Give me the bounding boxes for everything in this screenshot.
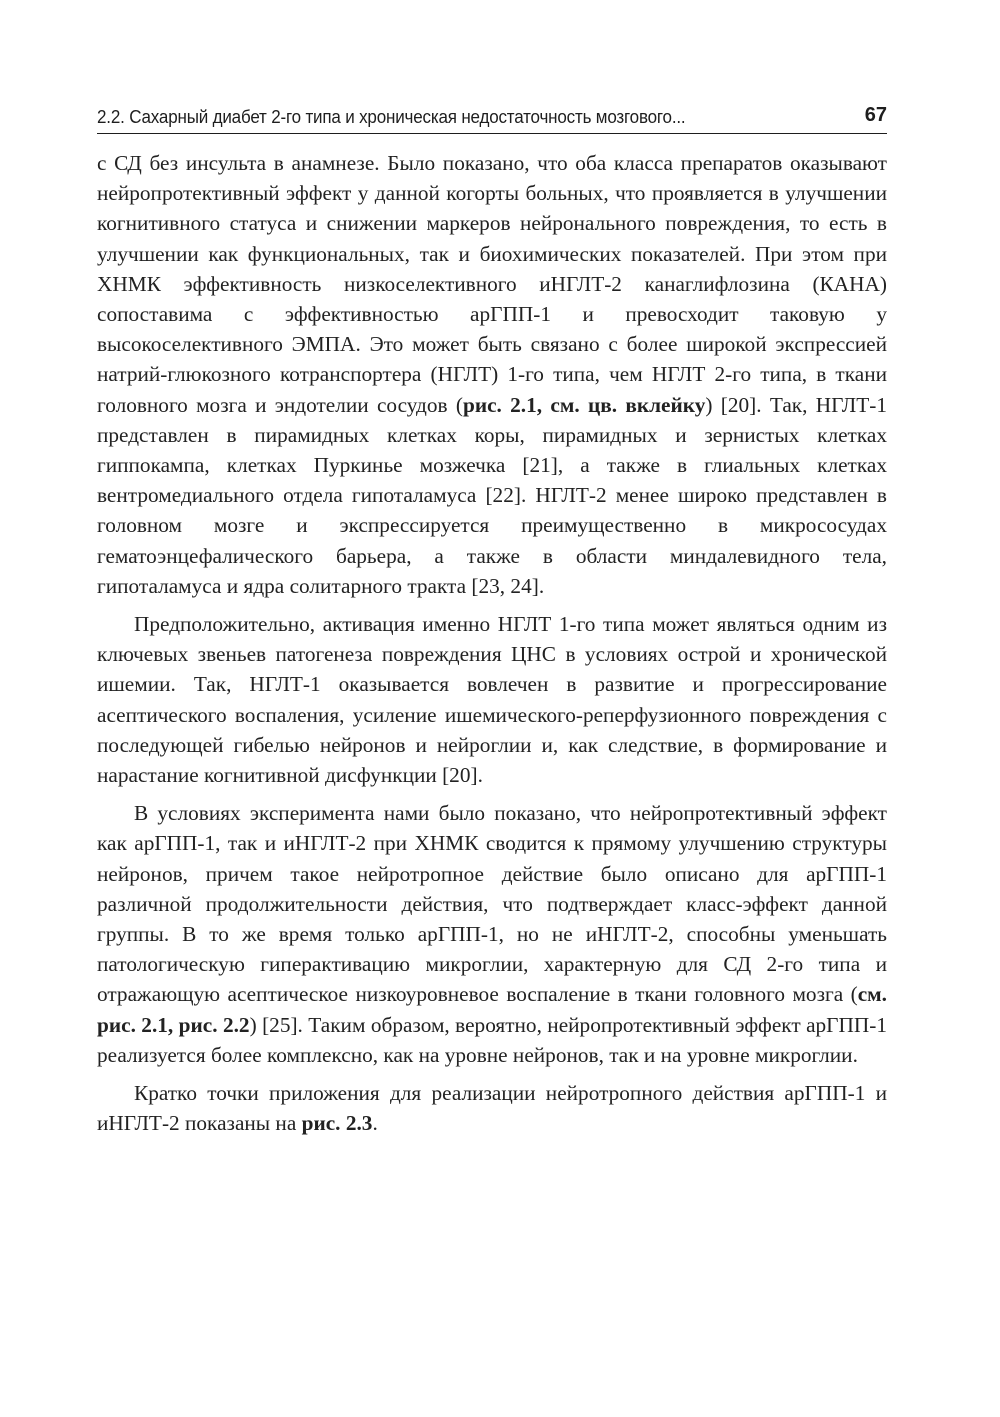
paragraph-3: В условиях эксперимента нами было показано, что нейропротективный эффект как арГПП-1, так и иНГЛТ-2 при ХНМК сводится к прямому улучшению структуры нейронов, причем такое нейротропное действие было описано для арГПП-1 различной продолжительности действия, что подтверждает класс-эффект данной группы. В то же время только арГПП-1, но не иНГЛТ-2, способны уменьшать патологическую гиперактивацию микроглии, характерную для СД 2-го типа и отражающую асептическое низкоуровневое воспаление в ткани головного мозга (см. рис. 2.1, рис. 2.2) [25]. Таким образом, вероятно, нейропротективный эффект арГПП-1 реализуется более комплексно, как на уровне нейронов, так и на уровне микроглии.: [97, 801, 887, 1067]
figure-reference: см. рис. 2.1: [97, 982, 887, 1037]
running-title: 2.2. Сахарный диабет 2-го типа и хроническая недостаточность мозгового...: [97, 106, 686, 127]
figure-reference: рис. 2.1: [462, 392, 537, 417]
page-number: 67: [864, 104, 887, 126]
figure-reference: рис. 2.3: [301, 1111, 373, 1136]
paragraph-4: Кратко точки приложения для реализации нейротропного действия арГПП-1 и иНГЛТ-2 показаны на рис. 2.3.: [97, 1081, 887, 1136]
paragraph-2: Предположительно, активация именно НГЛТ 1-го типа может являться одним из ключевых звеньев патогенеза повреждения ЦНС в условиях острой и хронической ишемии. Так, НГЛТ-1 оказывается вовлечен в развитие и прогрессирование асептического воспаления, усиление ишемического-реперфузионного повреждения с последующей гибелью нейронов и нейроглии и, как следствие, в формирование и нарастание когнитивной дисфункции [20].: [97, 612, 887, 788]
paragraph-1: с СД без инсульта в анамнезе. Было показано, что оба класса препаратов оказывают нейропротективный эффект у данной когорты больных, что проявляется в улучшении когнитивного статуса и снижении маркеров нейронального повреждения, то есть в улучшении как функциональных, так и биохимических показателей. При этом при ХНМК эффективность низкоселективного иНГЛТ-2 канаглифлозина (КАНА) сопоставима с эффективностью арГПП-1 и превосходит таковую у высокоселективного ЭМПА. Это может быть связано с более широкой экспрессией натрий-глюкозного котранспортера (НГЛТ) 1-го типа, чем НГЛТ 2-го типа, в ткани головного мозга и эндотелии сосудов (рис. 2.1, см. цв. вклейку) [20]. Так, НГЛТ-1 представлен в пирамидных клетках коры, пирамидных и зернистых клетках гиппокампа, клетках Пуркинье мозжечка [21], а также в глиальных клетках вентромедиального отдела гипоталамуса [22]. НГЛТ-2 менее широко представлен в головном мозге и экспрессируется преимущественно в микрососудах гематоэнцефалического барьера, а также в области миндалевидного тела, гипоталамуса и ядра солитарного тракта [23, 24].: [97, 151, 888, 598]
figure-reference: рис. 2.2: [178, 1012, 250, 1037]
body-text: [97, 148, 887, 1147]
running-header: [97, 98, 887, 132]
color-insert-reference: см. цв. вклейку: [550, 392, 706, 417]
header-rule: [97, 133, 887, 134]
